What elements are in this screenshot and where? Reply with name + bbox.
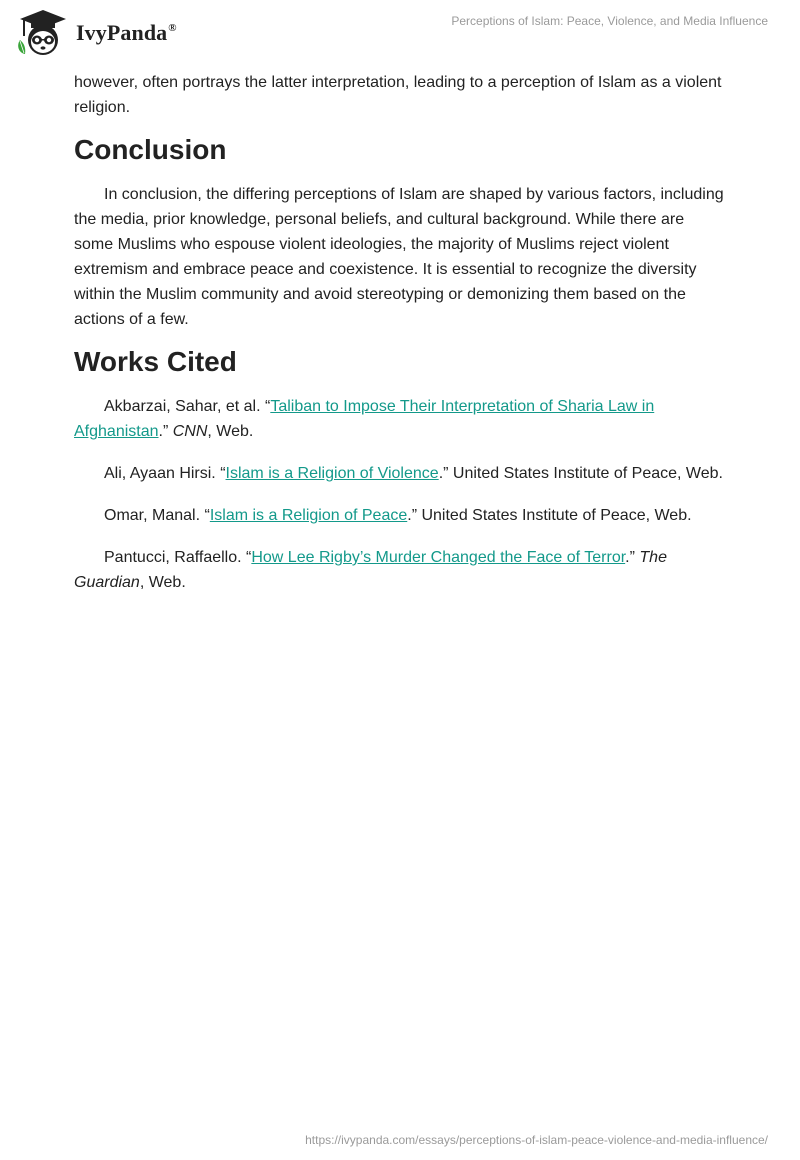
citation-item: [74, 394, 726, 444]
citation-prefix: Ali, Ayaan Hirsi. “: [104, 465, 226, 482]
citation-mid: .”: [625, 549, 640, 566]
citation-link[interactable]: Islam is a Religion of Peace: [209, 507, 408, 524]
citation-mid: .”: [158, 423, 173, 440]
citation-prefix: Akbarzai, Sahar, et al. “: [104, 398, 271, 415]
citation-source: The Guardian: [74, 549, 667, 591]
citation-item: [74, 503, 726, 528]
essay-body: [74, 70, 726, 612]
citation-item: [74, 545, 726, 595]
citation-suffix: , Web.: [139, 574, 186, 591]
citation-prefix: Pantucci, Raffaello. “: [104, 549, 252, 566]
conclusion-heading: Conclusion: [74, 134, 227, 165]
citation-suffix: , Web.: [207, 423, 254, 440]
citation-suffix: .” United States Institute of Peace, Web.: [407, 507, 692, 524]
intro-paragraph: however, often portrays the latter interpretation, leading to a perception of Islam as a violent religion.: [74, 74, 722, 116]
ivypanda-logo[interactable]: [14, 8, 177, 58]
page-header: [0, 0, 800, 62]
citation-suffix: .” United States Institute of Peace, Web.: [438, 465, 723, 482]
conclusion-paragraph: In conclusion, the differing perceptions of Islam are shaped by various factors, including the media, prior knowledge, personal beliefs, and cultural background. While there are some Muslims who espouse violent ideologies, the majority of Muslims reject violent extremism and embrace peace and coexistence. It is essential to recognize the diversity within the Muslim community and avoid stereotyping or demonizing them based on the actions of a few.: [74, 186, 724, 328]
source-url: https://ivypanda.com/essays/perceptions-of-islam-peace-violence-and-media-influence/: [305, 1133, 768, 1147]
citation-link[interactable]: How Lee Rigby’s Murder Changed the Face of Terror: [251, 549, 626, 566]
works-cited-heading: Works Cited: [74, 346, 237, 377]
citation-prefix: Omar, Manal. “: [104, 507, 210, 524]
citation-source: CNN: [172, 423, 208, 440]
citation-item: [74, 461, 726, 486]
registered-mark: ®: [168, 22, 177, 34]
citation-link[interactable]: Islam is a Religion of Violence: [225, 465, 439, 482]
document-title: Perceptions of Islam: Peace, Violence, and Media Influence: [451, 14, 768, 28]
brand-name: IvyPanda®: [76, 20, 177, 45]
citation-link[interactable]: Taliban to Impose Their Interpretation of Sharia Law in Afghanistan: [74, 398, 655, 440]
panda-graduate-icon: [14, 8, 72, 58]
